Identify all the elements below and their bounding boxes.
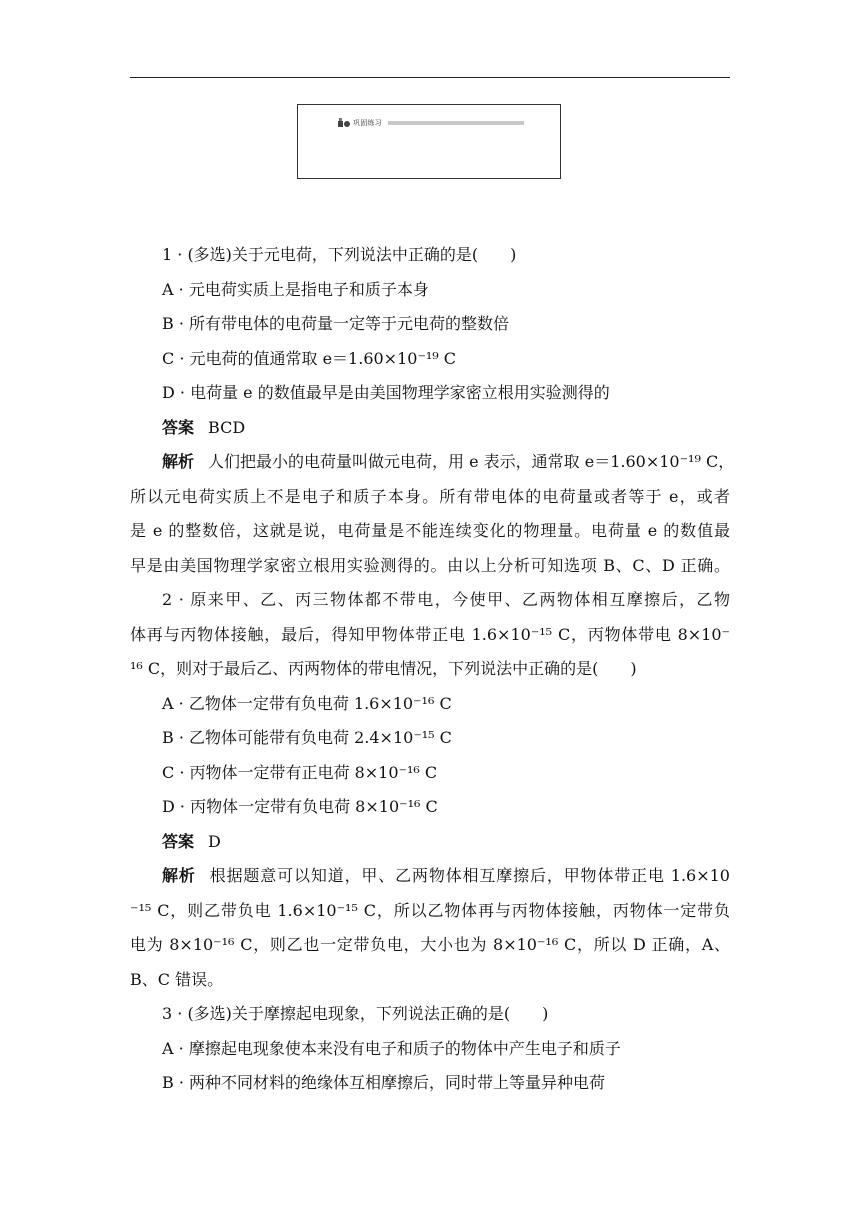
question-2-option-a: A · 乙物体一定带有负电荷 1.6×10⁻¹⁶ C xyxy=(162,693,452,713)
question-1-option-d: D · 电荷量 e 的数值最早是由美国物理学家密立根用实验测得的 xyxy=(162,383,610,402)
question-2-option-b: B · 乙物体可能带有负电荷 2.4×10⁻¹⁵ C xyxy=(162,728,452,747)
question-1-analysis-line-2: 所以元电荷实质上不是电子和质子本身。所有带电体的电荷量或者等于 e，或者 xyxy=(130,486,730,506)
answer-label: 答案 xyxy=(162,831,195,851)
answer-label: 答案 xyxy=(162,417,195,437)
question-2-analysis-line-2: ⁻¹⁵ C，则乙带负电 1.6×10⁻¹⁵ C，所以乙物体再与丙物体接触，丙物体一定带负 xyxy=(130,900,730,920)
question-2-stem-line-1: 2 · 原来甲、乙、丙三物体都不带电，今使甲、乙两物体相互摩擦后，乙物 xyxy=(162,590,730,609)
question-1-option-b: B · 所有带电体的电荷量一定等于元电荷的整数倍 xyxy=(162,314,510,333)
question-2-stem-line-3: ¹⁶ C，则对于最后乙、丙两物体的带电情况，下列说法中正确的是( ) xyxy=(130,659,637,678)
question-2-analysis-line-3: 电为 8×10⁻¹⁶ C，则乙也一定带负电，大小也为 8×10⁻¹⁶ C，所以 D 正确，A、 xyxy=(130,935,730,954)
question-1-answer xyxy=(130,411,730,446)
question-1-option-a: A · 元电荷实质上是指电子和质子本身 xyxy=(162,279,429,299)
question-1-analysis-line-4: 早是由美国物理学家密立根用实验测得的。由以上分析可知选项 B、C、D 正确。 xyxy=(130,555,730,575)
analysis-label: 解析 xyxy=(162,866,196,885)
question-1-analysis-line-3: 是 e 的整数倍，这就是说，电荷量是不能连续变化的物理量。电荷量 e 的数值最 xyxy=(130,521,730,540)
question-1-option-c: C · 元电荷的值通常取 e＝1.60×10⁻¹⁹ C xyxy=(162,348,457,368)
question-2-analysis-line-1 xyxy=(130,859,730,894)
question-3-option-a: A · 摩擦起电现象使本来没有电子和质子的物体中产生电子和质子 xyxy=(162,1038,621,1058)
question-1-stem: 1 · (多选)关于元电荷，下列说法中正确的是( ) xyxy=(162,245,517,264)
section-badge-label: 巩固练习 xyxy=(353,119,382,127)
question-1-analysis-line-1 xyxy=(130,445,735,480)
question-2-answer xyxy=(130,825,730,860)
answer-value: D xyxy=(208,831,221,851)
question-2-stem-line-2: 体再与丙物体接触，最后，得知甲物体带正电 1.6×10⁻¹⁵ C，丙物体带电 8×10⁻ xyxy=(130,624,730,644)
section-banner-bar xyxy=(388,121,524,125)
question-2-analysis-line-4: B、C 错误。 xyxy=(130,969,224,989)
question-2-option-d: D · 丙物体一定带有负电荷 8×10⁻¹⁶ C xyxy=(162,797,438,816)
analysis-text: 根据题意可以知道，甲、乙两物体相互摩擦后，甲物体带正电 1.6×10 xyxy=(209,866,730,885)
analysis-label: 解析 xyxy=(162,452,195,471)
header-rule xyxy=(130,77,730,78)
section-badge xyxy=(338,117,382,129)
pencil-book-icon xyxy=(338,118,350,128)
question-3-stem: 3 · (多选)关于摩擦起电现象，下列说法正确的是( ) xyxy=(162,1004,549,1023)
analysis-text: 人们把最小的电荷量叫做元电荷，用 e 表示，通常取 e＝1.60×10⁻¹⁹ C， xyxy=(208,452,735,471)
question-2-option-c: C · 丙物体一定带有正电荷 8×10⁻¹⁶ C xyxy=(162,762,438,782)
section-banner xyxy=(297,104,561,179)
question-3-option-b: B · 两种不同材料的绝缘体互相摩擦后，同时带上等量异种电荷 xyxy=(162,1073,606,1092)
answer-value: BCD xyxy=(208,417,246,437)
question-content xyxy=(130,238,735,1101)
